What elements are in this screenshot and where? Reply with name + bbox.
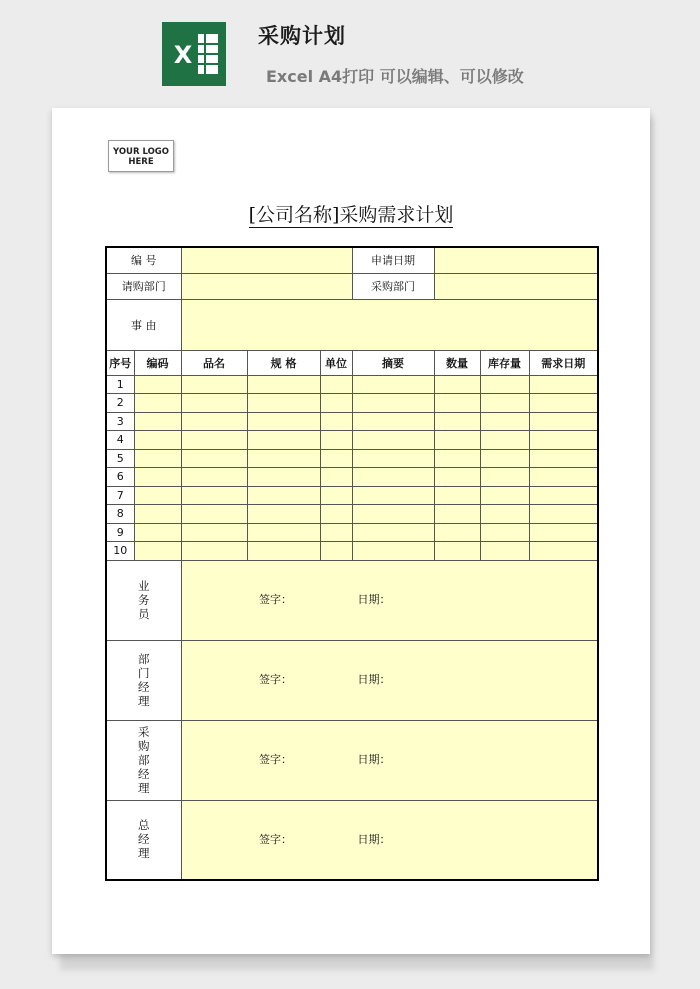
item-cell[interactable] [247, 468, 320, 487]
table-row [106, 412, 598, 431]
item-cell[interactable] [134, 468, 181, 487]
item-cell[interactable] [181, 523, 247, 542]
approval-label-cell [106, 800, 181, 880]
table-row [106, 375, 598, 394]
approval-label-cell [106, 720, 181, 800]
column-header: 规 格 [247, 350, 320, 375]
paper-sheet [52, 108, 650, 954]
item-cell[interactable] [352, 449, 434, 468]
item-cell[interactable] [247, 542, 320, 561]
item-cell[interactable] [480, 468, 529, 487]
item-cell[interactable] [181, 449, 247, 468]
item-cell[interactable] [134, 486, 181, 505]
item-cell[interactable] [434, 523, 480, 542]
approval-rows [106, 560, 598, 880]
item-cell[interactable] [352, 375, 434, 394]
logo-line-1: YOUR LOGO [112, 147, 170, 157]
item-cell[interactable] [352, 431, 434, 450]
item-cell[interactable] [320, 468, 352, 487]
item-cell[interactable] [247, 375, 320, 394]
item-cell[interactable] [247, 449, 320, 468]
row-number: 7 [106, 486, 134, 505]
item-cell[interactable] [529, 523, 598, 542]
field-label-number: 编 号 [106, 247, 181, 273]
item-cell[interactable] [247, 523, 320, 542]
excel-icon-letter: X [173, 41, 193, 69]
item-cell[interactable] [134, 394, 181, 413]
item-cell[interactable] [134, 505, 181, 524]
table-row [106, 431, 598, 450]
approval-label-cell [106, 560, 181, 640]
item-rows [106, 375, 598, 560]
field-value-purchase-dept[interactable] [434, 273, 598, 299]
signature-label: 签字： [259, 593, 292, 606]
column-header: 编码 [134, 350, 181, 375]
item-cell[interactable] [320, 542, 352, 561]
item-cell[interactable] [320, 394, 352, 413]
item-cell[interactable] [480, 486, 529, 505]
item-cell[interactable] [529, 449, 598, 468]
table-row [106, 394, 598, 413]
item-cell[interactable] [134, 431, 181, 450]
document-title: 采购计划 [258, 24, 346, 48]
item-cell[interactable] [529, 468, 598, 487]
table-row [106, 505, 598, 524]
item-cell[interactable] [247, 486, 320, 505]
logo-line-2: HERE [128, 157, 154, 167]
approval-signature-area[interactable] [181, 640, 598, 720]
item-cell[interactable] [247, 431, 320, 450]
field-value-apply-date[interactable] [434, 247, 598, 273]
item-cell[interactable] [529, 542, 598, 561]
excel-icon [162, 22, 226, 86]
item-cell[interactable] [434, 412, 480, 431]
logo-placeholder [108, 140, 174, 172]
approval-row [106, 800, 598, 880]
table-row [106, 542, 598, 561]
item-cell[interactable] [181, 505, 247, 524]
row-number: 3 [106, 412, 134, 431]
item-cell[interactable] [134, 523, 181, 542]
approval-label: 采购部经理 [138, 724, 150, 795]
column-header: 品名 [181, 350, 247, 375]
row-number: 10 [106, 542, 134, 561]
item-cell[interactable] [480, 542, 529, 561]
item-cell[interactable] [181, 468, 247, 487]
approval-signature-area[interactable] [181, 800, 598, 880]
table-row [106, 523, 598, 542]
signature-line [182, 831, 598, 849]
item-cell[interactable] [181, 542, 247, 561]
signature-label: 签字： [259, 673, 292, 686]
column-header: 摘要 [352, 350, 434, 375]
column-header: 需求日期 [529, 350, 598, 375]
form-title [52, 200, 650, 227]
field-value-request-dept[interactable] [181, 273, 352, 299]
item-cell[interactable] [320, 431, 352, 450]
page-header [0, 0, 700, 100]
item-cell[interactable] [134, 449, 181, 468]
date-label: 日期： [357, 753, 391, 766]
item-cell[interactable] [320, 412, 352, 431]
item-cell[interactable] [247, 394, 320, 413]
column-header: 数量 [434, 350, 480, 375]
approval-label: 总经理 [138, 818, 150, 861]
item-cell[interactable] [434, 505, 480, 524]
item-cell[interactable] [320, 375, 352, 394]
row-number: 6 [106, 468, 134, 487]
item-cell[interactable] [434, 431, 480, 450]
approval-label-cell [106, 640, 181, 720]
item-cell[interactable] [529, 412, 598, 431]
field-label-purchase-dept: 采购部门 [352, 273, 434, 299]
item-cell[interactable] [181, 375, 247, 394]
item-cell[interactable] [181, 394, 247, 413]
date-label: 日期： [357, 673, 391, 686]
column-header: 库存量 [480, 350, 529, 375]
field-value-number[interactable] [181, 247, 352, 273]
item-cell[interactable] [352, 505, 434, 524]
approval-row [106, 560, 598, 640]
signature-label: 签字： [259, 753, 292, 766]
approval-label: 业务员 [138, 578, 150, 621]
row-number: 8 [106, 505, 134, 524]
date-label: 日期： [357, 832, 391, 846]
item-cell[interactable] [529, 505, 598, 524]
column-header: 序号 [106, 350, 134, 375]
table-row [106, 486, 598, 505]
item-cell[interactable] [181, 486, 247, 505]
item-cell[interactable] [134, 375, 181, 394]
row-number: 4 [106, 431, 134, 450]
approval-signature-area[interactable] [181, 720, 598, 800]
purchase-plan-table [105, 246, 599, 881]
item-cell[interactable] [434, 542, 480, 561]
approval-row [106, 720, 598, 800]
signature-line [182, 591, 598, 609]
date-label: 日期： [357, 593, 391, 606]
item-cell[interactable] [480, 394, 529, 413]
item-cell[interactable] [352, 468, 434, 487]
item-cell[interactable] [320, 486, 352, 505]
table-row [106, 468, 598, 487]
approval-row [106, 640, 598, 720]
item-cell[interactable] [352, 394, 434, 413]
table-row [106, 449, 598, 468]
item-cell[interactable] [480, 412, 529, 431]
row-number: 9 [106, 523, 134, 542]
item-cell[interactable] [529, 431, 598, 450]
item-cell[interactable] [480, 505, 529, 524]
row-number: 5 [106, 449, 134, 468]
item-cell[interactable] [247, 412, 320, 431]
item-cell[interactable] [352, 412, 434, 431]
item-cell[interactable] [480, 523, 529, 542]
signature-label: 签字： [259, 832, 292, 846]
item-cell[interactable] [134, 542, 181, 561]
item-cell[interactable] [434, 468, 480, 487]
item-cell[interactable] [352, 523, 434, 542]
item-cell[interactable] [320, 505, 352, 524]
item-cell[interactable] [352, 542, 434, 561]
item-cell[interactable] [529, 375, 598, 394]
item-cell[interactable] [320, 449, 352, 468]
item-cell[interactable] [434, 449, 480, 468]
item-cell[interactable] [134, 412, 181, 431]
item-cell[interactable] [181, 431, 247, 450]
item-cell[interactable] [480, 375, 529, 394]
item-cell[interactable] [181, 412, 247, 431]
signature-line [182, 671, 598, 689]
item-cell[interactable] [320, 523, 352, 542]
item-cell[interactable] [434, 375, 480, 394]
item-cell[interactable] [352, 486, 434, 505]
approval-label: 部门经理 [138, 651, 150, 708]
item-cell[interactable] [529, 486, 598, 505]
item-cell[interactable] [434, 486, 480, 505]
approval-signature-area[interactable] [181, 560, 598, 640]
item-cell[interactable] [480, 449, 529, 468]
row-number: 2 [106, 394, 134, 413]
column-header: 单位 [320, 350, 352, 375]
form-title-text: [公司名称]采购需求计划 [248, 204, 454, 226]
field-label-reason: 事 由 [106, 299, 181, 350]
item-cell[interactable] [529, 394, 598, 413]
item-cell[interactable] [480, 431, 529, 450]
field-label-request-dept: 请购部门 [106, 273, 181, 299]
signature-line [182, 751, 598, 769]
field-label-apply-date: 申请日期 [352, 247, 434, 273]
field-value-reason[interactable] [181, 299, 598, 350]
row-number: 1 [106, 375, 134, 394]
document-subtitle: Excel A4打印 可以编辑、可以修改 [266, 67, 524, 86]
item-cell[interactable] [247, 505, 320, 524]
item-cell[interactable] [434, 394, 480, 413]
